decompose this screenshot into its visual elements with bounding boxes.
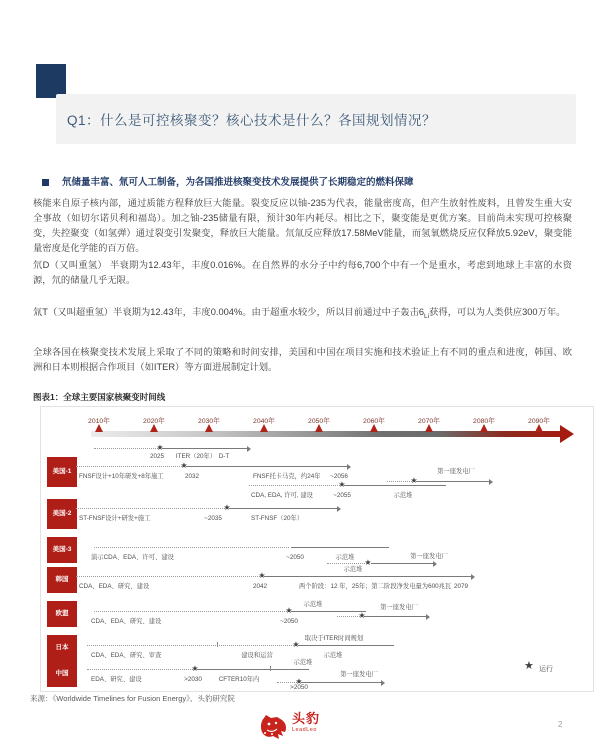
isotope-number: 6 bbox=[418, 307, 425, 317]
row-label-eu: 欧盟 bbox=[47, 601, 77, 627]
tl-text: 2042 bbox=[252, 583, 268, 590]
axis-year-label: 2090年 bbox=[528, 418, 550, 425]
axis-year-label: 2020年 bbox=[143, 418, 165, 425]
timeline-segment-solid bbox=[197, 669, 309, 670]
timeline-segment-dotted bbox=[76, 508, 225, 509]
timeline-axis-bar bbox=[91, 431, 561, 437]
row-label-us2: 美国-2 bbox=[47, 499, 77, 529]
axis-year-label: 2010年 bbox=[88, 418, 110, 425]
axis-year-label: 2070年 bbox=[418, 418, 440, 425]
paragraph-deuterium: 氘D（又叫重氢） 半衰期为12.43年，丰度0.016%。在自然界的水分子中约每6,700个中有一个是重水，考虑到地球上丰富的水资源，氘的储量几乎无限。 bbox=[33, 260, 572, 285]
tl-text: >2030 bbox=[184, 676, 202, 683]
tl-text: ~2050 bbox=[286, 554, 304, 561]
tl-text: 示范堆 bbox=[303, 601, 323, 608]
tl-text: CDA、EDA、研究、审查 bbox=[91, 652, 162, 659]
tl-text: CDA、EDA、研究、建设 bbox=[91, 618, 162, 625]
axis-tick-triangle-icon bbox=[205, 424, 213, 432]
timeline-segment-dotted bbox=[76, 576, 260, 577]
logo-chinese-name: 头豹 bbox=[292, 711, 321, 726]
timeline-segment-dotted bbox=[387, 481, 412, 482]
tl-text: CDA、EDA、研究、建设 bbox=[79, 583, 150, 590]
timeline-segment-dotted bbox=[87, 669, 193, 670]
source-note: 来源：《Worldwide Timelines for Fusion Energy》、头豹研究院 bbox=[30, 694, 235, 703]
axis-tick-triangle-icon bbox=[150, 424, 158, 432]
axis-tick-triangle-icon bbox=[260, 424, 268, 432]
tl-text: 示范堆 bbox=[343, 566, 363, 573]
tl-text: ITER（20年） bbox=[175, 453, 217, 460]
timeline-segment-dotted bbox=[337, 616, 360, 617]
timeline-segment-dotted bbox=[94, 547, 289, 548]
tl-text: ST-FNSF（20年） bbox=[251, 515, 304, 522]
decorative-navy-square bbox=[36, 64, 66, 98]
axis-year-label: 2040年 bbox=[253, 418, 275, 425]
tl-text: 2032 bbox=[184, 473, 200, 480]
bullet-square-icon bbox=[42, 179, 49, 186]
tl-text: >2050 bbox=[290, 684, 308, 691]
key-point-heading: 氘储量丰富、氚可人工制备，为各国推进核聚变技术发展提供了长期稳定的燃料保障 bbox=[62, 177, 414, 188]
tl-text: ~2035 bbox=[204, 515, 222, 522]
tl-text: 建设和运营 bbox=[241, 652, 273, 659]
timeline-tick bbox=[217, 642, 218, 647]
timeline-segment-dotted bbox=[87, 645, 294, 646]
paragraph-fusion-intro: 核能来自原子核内部，通过质能方程释放巨大能量。裂变反应以铀-235为代表，能量密度高，但产生放射性废料，且曾发生重大安全事故（如切尔诺贝利和福岛）。加之铀-235储量有限，预计30年内耗尽。相比之下，聚变能是更优方案。目前尚未实现可控核聚变，失控聚变（如氢弹）通过裂变引发聚变，释放巨大能量。氘氚反应释放17.58MeV能量，而氢氧燃烧反应仅释放5.92eV，聚变能量密度是化学能的百万倍。 bbox=[33, 198, 572, 253]
row-label-cn: 中国 bbox=[47, 661, 77, 687]
timeline-segment-arrow bbox=[186, 466, 347, 467]
key-point-row bbox=[42, 177, 572, 189]
timeline-segment-dotted bbox=[76, 466, 184, 467]
timeline-segment-arrow bbox=[264, 576, 471, 577]
row-label-us1: 美国-1 bbox=[47, 457, 77, 487]
tritium-text-end: 获得，可以为人类供应300万年。 bbox=[429, 307, 566, 317]
question-title: Q1：什么是可控核聚变？核心技术是什么？各国规划情况？ bbox=[67, 113, 437, 128]
tl-text: 第一座发电厂 bbox=[340, 671, 378, 678]
axis-tick-triangle-icon bbox=[535, 424, 543, 432]
question-banner bbox=[56, 94, 576, 144]
row-label-kr: 韩国 bbox=[47, 567, 77, 593]
tl-text: ~2056 bbox=[330, 473, 348, 480]
timeline-segment-arrow bbox=[162, 448, 247, 449]
tl-text: ~2055 bbox=[333, 492, 351, 499]
legend-run-star-icon: ★ bbox=[524, 660, 534, 672]
timeline-segment-dotted bbox=[94, 448, 160, 449]
logo-text-block bbox=[292, 712, 320, 733]
tl-text: 演示CDA、EDA、许可、建设 bbox=[91, 554, 174, 561]
timeline-segment-dotted bbox=[327, 563, 365, 564]
tl-text: 2079 bbox=[453, 583, 469, 590]
tl-text: 示范堆 bbox=[293, 659, 313, 666]
axis-tick-triangle-icon bbox=[315, 424, 323, 432]
tl-text: CDA, EDA, 许可, 建设 bbox=[251, 492, 313, 499]
timeline-segment-arrow bbox=[301, 682, 381, 683]
tl-text: EDA、研究、建设 bbox=[91, 676, 142, 683]
tl-text: 第一座发电厂 bbox=[410, 553, 448, 560]
figure-heading: 图表1：全球主要国家核聚变时间线 bbox=[33, 392, 166, 402]
leadleo-logo bbox=[260, 712, 320, 742]
tl-text: CFTER10年内 bbox=[218, 676, 260, 683]
timeline-segment-solid bbox=[298, 645, 394, 646]
row-label-jp: 日本 bbox=[47, 635, 77, 661]
axis-tick-triangle-icon bbox=[480, 424, 488, 432]
tl-text: 示范堆 bbox=[335, 554, 355, 561]
axis-tick-triangle-icon bbox=[425, 424, 433, 432]
legend-run-label: 运行 bbox=[539, 666, 553, 673]
axis-tick-triangle-icon bbox=[370, 424, 378, 432]
timeline-axis-arrow-icon bbox=[560, 425, 574, 443]
logo-english-name: LeadLeo bbox=[292, 727, 317, 734]
tl-text: FNSF托卡马克，约24年 bbox=[253, 473, 321, 480]
timeline-segment-arrow bbox=[416, 481, 489, 482]
tl-text: ST-FNSF设计+研发+施工 bbox=[79, 515, 151, 522]
paragraph-tritium bbox=[33, 305, 572, 322]
page-number: 2 bbox=[558, 720, 563, 729]
timeline-segment-dotted bbox=[249, 485, 340, 486]
timeline-segment-dotted bbox=[94, 611, 287, 612]
tl-text: 取决于ITER时间规划 bbox=[304, 635, 364, 642]
timeline-segment-arrow bbox=[229, 508, 337, 509]
timeline-segment-solid bbox=[344, 485, 446, 486]
tl-text: 示范堆 bbox=[323, 652, 343, 659]
tl-text: ~2050 bbox=[280, 618, 298, 625]
tl-text: 2025 bbox=[149, 453, 165, 460]
timeline-segment-dotted bbox=[277, 682, 297, 683]
isotope-symbol: Li bbox=[424, 312, 430, 320]
leopard-head-icon bbox=[260, 712, 288, 742]
axis-year-label: 2080年 bbox=[473, 418, 495, 425]
timeline-segment-solid bbox=[291, 611, 366, 612]
timeline-segment-solid bbox=[291, 547, 389, 548]
tl-text: 示范堆 bbox=[393, 492, 413, 499]
axis-year-label: 2060年 bbox=[363, 418, 385, 425]
tl-text: 两个阶段：12 年，25年；第二阶段净发电量为600兆瓦 bbox=[299, 583, 452, 590]
axis-year-label: 2030年 bbox=[198, 418, 220, 425]
axis-year-label: 2050年 bbox=[308, 418, 330, 425]
timeline-segment-arrow bbox=[364, 616, 426, 617]
axis-tick-triangle-icon bbox=[95, 424, 103, 432]
row-label-us3: 美国-3 bbox=[47, 537, 77, 563]
fusion-timeline-chart bbox=[40, 406, 594, 692]
paragraph-global-plans: 全球各国在核聚变技术发展上采取了不同的策略和时间安排，美国和中国在项目实施和技术验证上有不同的重点和进度，韩国、欧洲和日本则根据合作项目（如ITER）等方面进展制定计划。 bbox=[33, 347, 572, 372]
timeline-tick bbox=[270, 666, 271, 671]
tl-text: 第一座发电厂 bbox=[380, 604, 418, 611]
tl-text: D-T bbox=[218, 453, 230, 460]
tritium-text: 氚T（又叫超重氢）半衰期为12.43年，丰度0.004%。由于超重水较少，所以目前通过中子轰击 bbox=[33, 307, 419, 317]
timeline-segment-arrow bbox=[371, 563, 433, 564]
tl-text: FNSF设计+10年研发+8年施工 bbox=[79, 473, 164, 480]
tl-text: 第一座发电厂 bbox=[437, 468, 475, 475]
